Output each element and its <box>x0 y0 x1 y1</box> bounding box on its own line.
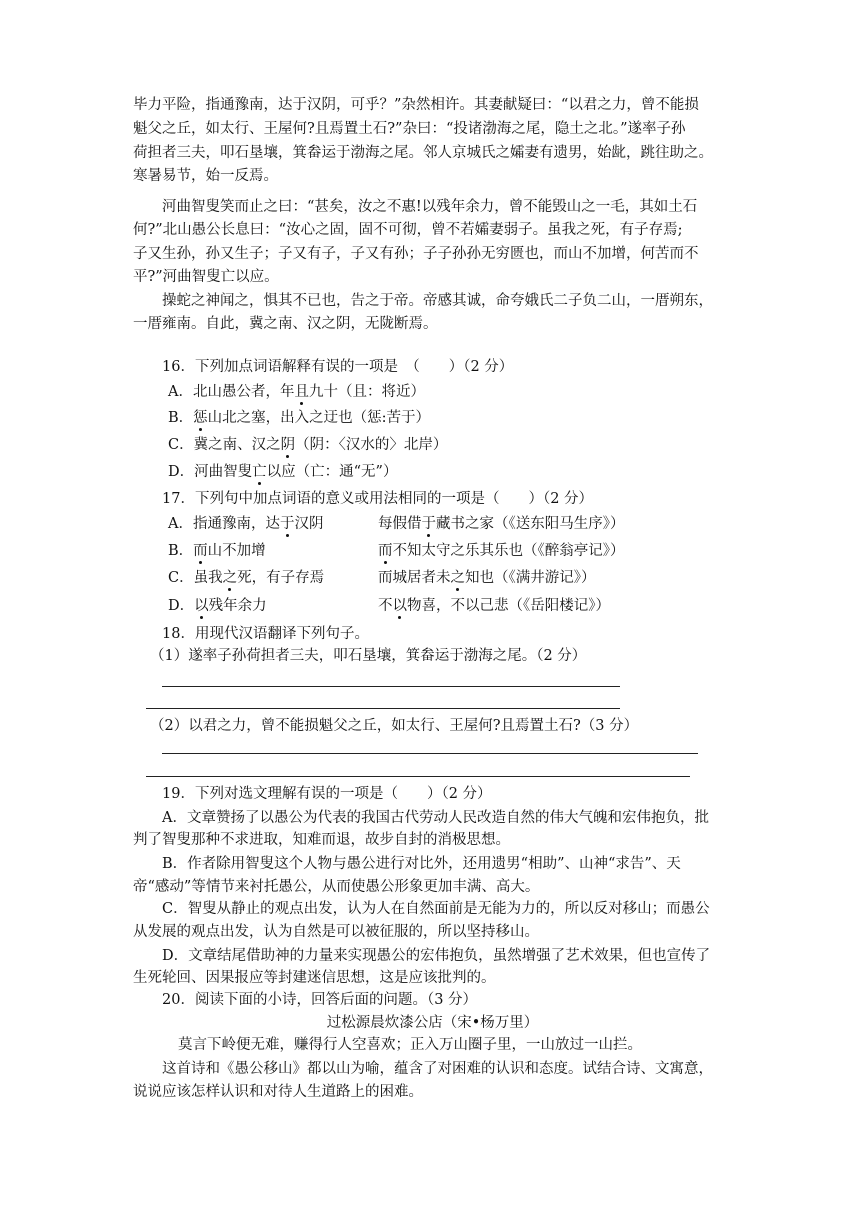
question-18-sentence-2: （2）以君之力，曾不能损魁父之丘，如太行、王屋何?且焉置土石?（3 分） <box>150 718 639 734</box>
passage-line: 平?”河曲智叟亡以应。 <box>133 269 279 285</box>
question-17-option-d-right: 不以物喜，不以己悲（《岳阳楼记》） <box>378 598 610 614</box>
emphasis-dot-char: 亡 <box>252 464 267 480</box>
passage-line: 河曲智叟笑而止之曰：“甚矣，汝之不惠!以残年余力，曾不能毁山之一毛，其如土石 <box>162 199 698 215</box>
question-17-option-a-left: A．指通豫南，达于汉阴 <box>168 516 324 532</box>
emphasis-dot-char: 以 <box>194 598 209 614</box>
emphasis-dot-char: 以 <box>392 598 407 614</box>
emphasis-dot-char: 且 <box>294 384 309 400</box>
emphasis-dot-char: 而 <box>378 543 393 559</box>
question-17-option-c-right: 而城居者未之知也（《满井游记》） <box>378 570 596 586</box>
emphasis-dot-char: 之 <box>450 570 465 586</box>
poem-text: 莫言下岭便无难，赚得行人空喜欢；正入万山圈子里，一山放过一山拦。 <box>178 1037 642 1053</box>
question-19-option-c-cont: 从发展的观点出发，认为自然是可以被征服的，所以坚持移山。 <box>133 924 539 940</box>
emphasis-dot-char: 于 <box>421 516 436 532</box>
question-20-prompt: 这首诗和《愚公移山》都以山为喻，蕴含了对困难的认识和态度。试结合诗、文寓意， <box>162 1061 713 1077</box>
question-19-option-d-cont: 生死轮回、因果报应等封建迷信思想，这是应该批判的。 <box>133 970 496 986</box>
question-16-stem: 16．下列加点词语解释有误的一项是 （ ）（2 分） <box>162 359 514 375</box>
answer-line[interactable] <box>146 776 690 777</box>
question-16-option-a: A．北山愚公者，年且九十（且：将近） <box>168 384 425 400</box>
passage-line: 子又生孙，孙又生子；子又有子，子又有孙；子子孙孙无穷匮也，而山不加增，何苦而不 <box>133 246 699 262</box>
emphasis-dot-char: 于 <box>279 516 295 532</box>
question-16-option-b: B．惩山北之塞，出入之迂也（惩:苦于） <box>168 410 431 426</box>
question-16-option-c: C．冀之南、汉之阴（阴：〈汉水的〉北岸） <box>168 437 448 453</box>
question-18-sentence-1: （1）遂率子孙荷担者三夫，叩石垦壤，箕畚运于渤海之尾。（2 分） <box>150 648 587 664</box>
question-17-option-b-left: B．而山不加增 <box>168 543 266 559</box>
passage-line: 何?”北山愚公长息曰：“汝心之固，固不可彻，曾不若孀妻弱子。虽我之死，有子存焉; <box>133 222 683 238</box>
answer-line[interactable] <box>162 753 698 754</box>
poem-title: 过松源晨炊漆公店（宋•杨万里） <box>326 1015 539 1031</box>
emphasis-dot-char: 阴 <box>280 437 296 453</box>
question-20-stem: 20．阅读下面的小诗，回答后面的问题。（3 分） <box>162 992 478 1008</box>
answer-line[interactable] <box>146 708 620 709</box>
question-19-stem: 19．下列对选文理解有误的一项是（ ）（2 分） <box>162 786 492 802</box>
answer-line[interactable] <box>162 686 620 687</box>
question-19-option-a-cont: 判了智叟那种不求进取，知难而退，故步自封的消极思想。 <box>133 832 510 848</box>
question-17-option-d-left: D．以残年余力 <box>168 598 267 614</box>
question-19-option-c: C．智叟从静止的观点出发，认为人在自然面前是无能为力的，所以反对移山；而愚公 <box>162 901 710 917</box>
question-17-option-b-right: 而不知太守之乐其乐也（《醉翁亭记》） <box>378 543 625 559</box>
emphasis-dot-char: 而 <box>193 543 208 559</box>
question-19-option-d: D．文章结尾借助神的力量来实现愚公的宏伟抱负，虽然增强了艺术效果，但也宣传了 <box>162 948 711 964</box>
passage-line: 荷担者三夫，叩石垦壤，箕畚运于渤海之尾。邻人京城氏之孀妻有遗男，始龀，跳往助之。 <box>133 145 713 161</box>
passage-line: 寒暑易节，始一反焉。 <box>133 168 278 184</box>
passage-line: 魁父之丘，如太行、王屋何?且焉置土石?”杂曰：“投诸渤海之尾，隐土之北。”遂率子孙 <box>133 121 686 137</box>
question-17-stem: 17．下列句中加点词语的意义或用法相同的一项是（ ）（2 分） <box>162 491 594 507</box>
passage-line: 操蛇之神闻之，惧其不已也，告之于帝。帝感其诚，命夸娥氏二子负二山，一厝朔东， <box>162 293 713 309</box>
passage-line: 毕力平险，指通豫南，达于汉阴，可乎？”杂然相许。其妻献疑曰：“以君之力，曾不能损 <box>133 97 699 113</box>
question-18-stem: 18．用现代汉语翻译下列句子。 <box>162 626 369 642</box>
emphasis-dot-char: 之 <box>222 570 238 586</box>
emphasis-dot-char: 惩 <box>193 410 208 426</box>
question-17-option-a-right: 每假借于藏书之家（《送东阳马生序》） <box>378 516 625 532</box>
question-19-option-a: A．文章赞扬了以愚公为代表的我国古代劳动人民改造自然的伟大气魄和宏伟抱负，批 <box>162 810 709 826</box>
question-20-prompt-cont: 说说应该怎样认识和对待人生道路上的困难。 <box>133 1084 423 1100</box>
question-19-option-b: B．作者除用智叟这个人物与愚公进行对比外，还用遗男“相助”、山神“求告”、天 <box>162 856 681 872</box>
question-19-option-b-cont: 帝“感动”等情节来衬托愚公，从而使愚公形象更加丰满、高大。 <box>133 879 540 895</box>
question-17-option-c-left: C．虽我之死，有子存焉 <box>168 570 325 586</box>
passage-line: 一厝雍南。自此，冀之南、汉之阴，无陇断焉。 <box>133 316 438 332</box>
question-16-option-d: D．河曲智叟亡以应（亡：通“无”） <box>168 464 398 480</box>
